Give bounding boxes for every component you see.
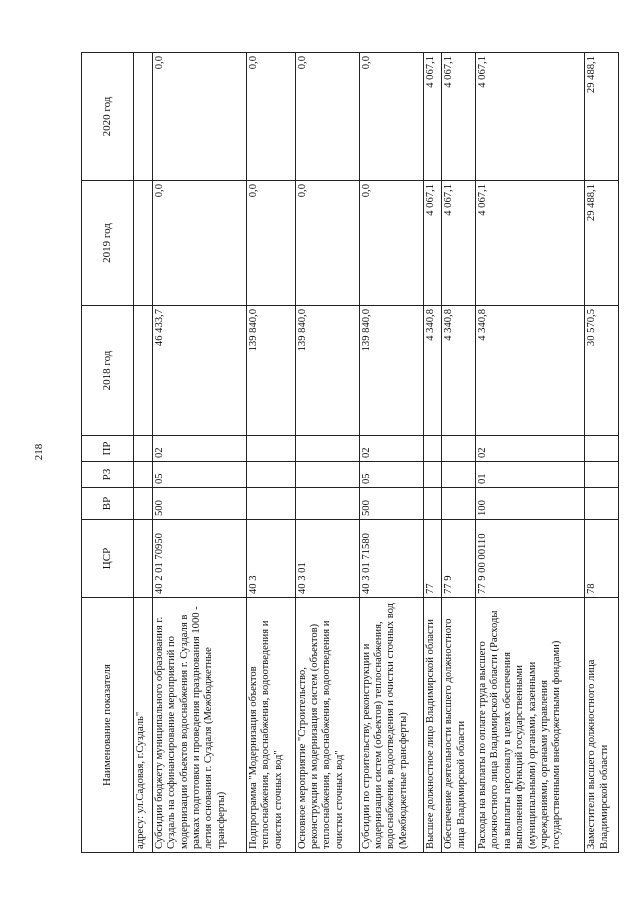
header-2020: 2020 год [82,53,134,181]
row-pr [442,436,476,462]
row-name: Расходы на выплаты по оплате труда высшего должностного лица Владимирской области (Расходы на выплаты персоналу в целях обеспечения выполнения функций государственными (муниципальными) органами, казенными учреждениями, органами управления государственными внебюджетными фондами) [476,598,585,853]
table-row [295,53,359,853]
row-vr: 100 [476,488,585,520]
row-2018: 4 340,8 [476,306,585,436]
row-pr [134,436,153,462]
row-2019: 4 067,1 [423,181,442,306]
row-2019: 4 067,1 [442,181,476,306]
row-pr [585,436,619,462]
row-pr: 02 [359,436,423,462]
row-csr: 77 [423,520,442,598]
table-row [476,53,585,853]
row-rz [585,462,619,488]
row-2018: 139 840,0 [246,306,295,436]
table-row [442,53,476,853]
budget-table [81,52,619,853]
row-name: Субсидии бюджету муниципального образования г. Суздаль на софинансирование мероприятий по модернизации объектов водоснабжения г. Суздаля в рамках подготовки и проведения празднования 1000 - летия основания г. Суздаля (Межбюджетные трансферты) [152,598,246,853]
row-rz: 05 [359,462,423,488]
table-row [359,53,423,853]
row-vr [246,488,295,520]
table-row [423,53,442,853]
header-csr: ЦСР [82,520,134,598]
row-name: Обеспечение деятельности высшего должностного лица Владимирской области [442,598,476,853]
row-2018 [134,306,153,436]
row-vr [442,488,476,520]
row-vr [423,488,442,520]
table-row [585,53,619,853]
page-number: 218 [33,443,45,461]
row-2018: 30 570,5 [585,306,619,436]
row-name: Подпрограмма "Модернизация объектов теплоснабжения, водоснабжения, водоотведения и очистки сточных вод" [246,598,295,853]
row-csr [134,520,153,598]
header-pr: ПР [82,436,134,462]
row-vr: 500 [152,488,246,520]
row-vr [295,488,359,520]
row-2020: 4 067,1 [476,53,585,181]
row-pr [246,436,295,462]
row-vr [134,488,153,520]
row-2020: 29 488,1 [585,53,619,181]
rotated-table-frame [81,53,619,853]
row-rz [246,462,295,488]
row-csr: 40 2 01 70950 [152,520,246,598]
row-2020: 0,0 [295,53,359,181]
row-rz: 01 [476,462,585,488]
row-csr: 77 9 00 00110 [476,520,585,598]
row-csr: 77 9 [442,520,476,598]
row-2019 [134,181,153,306]
row-pr [295,436,359,462]
row-csr: 40 3 01 [295,520,359,598]
row-rz [423,462,442,488]
row-name: Субсидии по строительству, реконструкции и модернизации систем (объектов) теплоснабжения, водоснабжения, водоотведения и очистки сточных вод (Межбюджетные трансферты) [359,598,423,853]
row-2019: 0,0 [295,181,359,306]
row-2019: 0,0 [152,181,246,306]
row-2020: 4 067,1 [423,53,442,181]
row-rz: 05 [152,462,246,488]
row-2020: 4 067,1 [442,53,476,181]
row-vr: 500 [359,488,423,520]
header-vr: ВР [82,488,134,520]
row-rz [442,462,476,488]
row-rz [295,462,359,488]
row-2019: 0,0 [246,181,295,306]
row-rz [134,462,153,488]
row-2018: 139 840,0 [295,306,359,436]
row-2018: 139 840,0 [359,306,423,436]
table-row [246,53,295,853]
row-name: Основное мероприятие "Строительство, реконструкция и модернизация систем (объектов) теплоснабжения, водоснабжения, водоотведения и очистки сточных вод" [295,598,359,853]
row-2020: 0,0 [246,53,295,181]
row-2018: 4 340,8 [423,306,442,436]
table-row [152,53,246,853]
table-row [134,53,153,853]
row-pr: 02 [476,436,585,462]
row-pr [423,436,442,462]
row-2019: 29 488,1 [585,181,619,306]
row-2020: 0,0 [359,53,423,181]
row-name: адресу: ул.Садовая, г.Суздаль" [134,598,153,853]
row-2018: 46 433,7 [152,306,246,436]
row-csr: 40 3 01 71580 [359,520,423,598]
row-pr: 02 [152,436,246,462]
header-rz: РЗ [82,462,134,488]
row-csr: 78 [585,520,619,598]
header-name: Наименование показателя [82,598,134,853]
header-2018: 2018 год [82,306,134,436]
row-2020: 0,0 [152,53,246,181]
row-name: Заместители высшего должностного лица Владимирской области [585,598,619,853]
row-2019: 4 067,1 [476,181,585,306]
header-row [82,53,134,853]
row-vr [585,488,619,520]
row-2020 [134,53,153,181]
row-2018: 4 340,8 [442,306,476,436]
row-2019: 0,0 [359,181,423,306]
header-2019: 2019 год [82,181,134,306]
row-name: Высшее должностное лицо Владимирской области [423,598,442,853]
row-csr: 40 3 [246,520,295,598]
